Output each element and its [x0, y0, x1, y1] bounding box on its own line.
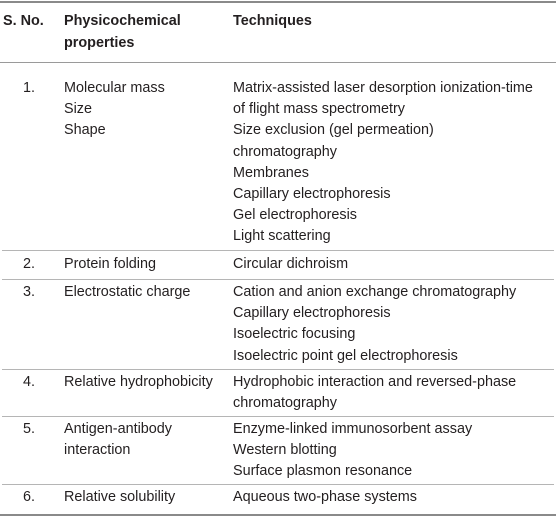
technique-text: Size exclusion (gel permeation) [233, 122, 434, 139]
header-serial-number: S. No. [3, 13, 44, 29]
technique-text: Capillary electrophoresis [233, 186, 391, 203]
property-text: interaction [64, 442, 131, 459]
header-rule [0, 62, 556, 63]
row-divider [2, 416, 554, 417]
technique-text: of flight mass spectrometry [233, 101, 405, 118]
row-5-techniques [233, 419, 472, 483]
technique-text: chromatography [233, 395, 337, 412]
technique-text: Gel electrophoresis [233, 207, 357, 224]
row-5-number: 5. [23, 421, 36, 437]
technique-text: Hydrophobic interaction and reversed-phase [233, 374, 517, 390]
row-divider [2, 279, 554, 280]
row-6-techniques [233, 487, 417, 508]
row-6-number: 6. [23, 489, 36, 505]
technique-text: Capillary electrophoresis [233, 305, 391, 322]
header-property-line-1: Physicochemical [64, 13, 181, 29]
row-4-properties [64, 372, 213, 393]
row-divider [2, 250, 554, 251]
technique-text: Surface plasmon resonance [233, 463, 413, 480]
technique-text: Isoelectric focusing [233, 326, 356, 343]
row-divider [2, 484, 554, 485]
row-1-techniques [233, 78, 533, 248]
property-text: Electrostatic charge [64, 284, 191, 300]
technique-text: Circular dichroism [233, 256, 349, 272]
row-2-properties [64, 254, 156, 275]
row-2-techniques [233, 254, 348, 275]
header-physicochemical-properties [64, 10, 181, 54]
property-text: Relative solubility [64, 489, 176, 505]
row-4-number: 4. [23, 374, 36, 390]
technique-text: Isoelectric point gel electrophoresis [233, 347, 458, 364]
technique-text: Enzyme-linked immunosorbent assay [233, 421, 473, 437]
header-techniques: Techniques [233, 13, 312, 29]
row-4-techniques [233, 372, 516, 414]
property-text: Relative hydrophobicity [64, 374, 213, 390]
row-3-techniques [233, 282, 516, 367]
technique-text: chromatography [233, 143, 337, 160]
property-text: Molecular mass [64, 80, 165, 96]
row-1-number: 1. [23, 80, 36, 96]
property-text: Shape [64, 122, 106, 139]
technique-text: Cation and anion exchange chromatography [233, 284, 517, 300]
technique-text: Western blotting [233, 442, 337, 459]
row-5-properties [64, 419, 172, 461]
property-text: Antigen-antibody [64, 421, 173, 437]
property-text: Protein folding [64, 256, 157, 272]
row-6-properties [64, 487, 175, 508]
technique-text: Light scattering [233, 228, 331, 245]
table-top-rule [0, 1, 556, 3]
row-divider [2, 369, 554, 370]
row-3-properties [64, 282, 190, 303]
row-2-number: 2. [23, 256, 36, 272]
table-bottom-rule [0, 514, 556, 516]
technique-text: Matrix-assisted laser desorption ionization-time [233, 80, 533, 96]
row-3-number: 3. [23, 284, 36, 300]
header-property-line-2: properties [64, 35, 135, 51]
technique-text: Membranes [233, 164, 309, 181]
technique-text: Aqueous two-phase systems [233, 489, 417, 505]
row-1-properties [64, 78, 165, 142]
property-text: Size [64, 101, 92, 118]
